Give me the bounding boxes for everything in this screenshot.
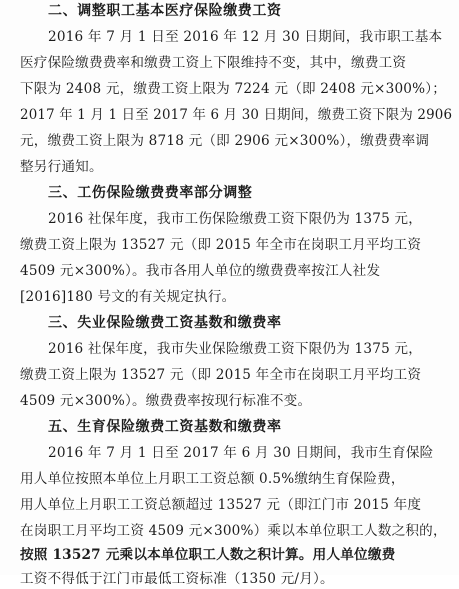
paragraph-line: 4509 元×300%）。我市各用人单位的缴费费率按江人社发	[20, 263, 381, 279]
paragraph-line: 2016 年 7 月 1 日至 2016 年 12 月 30 日期间，我市职工基本	[48, 29, 443, 45]
paragraph-line: 缴费工资上限为 13527 元（即 2015 年全市在岗职工月平均工资	[20, 237, 422, 253]
paragraph-line: 2016 社保年度，我市失业保险缴费工资下限仍为 1375 元，	[48, 341, 423, 357]
section-heading-work-injury: 三、工伤保险缴费费率部分调整	[48, 185, 253, 201]
section-heading-maternity: 五、生育保险缴费工资基数和缴费率	[48, 419, 282, 435]
paragraph-line: 在岗职工月平均工资 4509 元×300%）乘以本单位职工人数之积的，	[20, 523, 447, 539]
paragraph-line: 按照 13527 元乘以本单位职工人数之积计算。用人单位缴费	[20, 547, 396, 563]
paragraph-line: 2017 年 1 月 1 日至 2017 年 6 月 30 日期间，缴费工资下限为 2906	[20, 107, 453, 123]
paragraph-line: 整另行通知。	[20, 159, 103, 175]
paragraph-line: 下限为 2408 元，缴费工资上限为 7224 元（即 2408 元×300%）；	[20, 81, 447, 97]
paragraph-line: 缴费工资上限为 13527 元（即 2015 年全市在岗职工月平均工资	[20, 367, 422, 383]
paragraph-line: 2016 年 7 月 1 日至 2017 年 6 月 30 日期间，我市生育保险	[48, 445, 434, 461]
section-heading-medical: 二、调整职工基本医疗保险缴费工资	[48, 3, 282, 19]
paragraph-line: 元，缴费工资上限为 8718 元（即 2906 元×300%），缴费费率调	[20, 133, 430, 149]
paragraph-line: [2016]180 号文的有关规定执行。	[20, 289, 236, 305]
paragraph-line: 用人单位按照本单位上月职工工资总额 0.5%缴纳生育保险费，	[20, 471, 405, 487]
paragraph-line: 工资不得低于江门市最低工资标准（1350 元/月）。	[20, 571, 334, 587]
paragraph-line: 医疗保险缴费费率和缴费工资上下限维持不变，其中，缴费工资	[20, 55, 407, 71]
paragraph-line: 4509 元×300%）。缴费费率按现行标准不变。	[20, 393, 312, 409]
paragraph-line: 用人单位上月职工工资总额超过 13527 元（即江门市 2015 年度	[20, 497, 422, 513]
section-heading-unemployment: 三、失业保险缴费工资基数和缴费率	[48, 315, 282, 331]
paragraph-line: 2016 社保年度，我市工伤保险缴费工资下限仍为 1375 元，	[48, 211, 423, 227]
